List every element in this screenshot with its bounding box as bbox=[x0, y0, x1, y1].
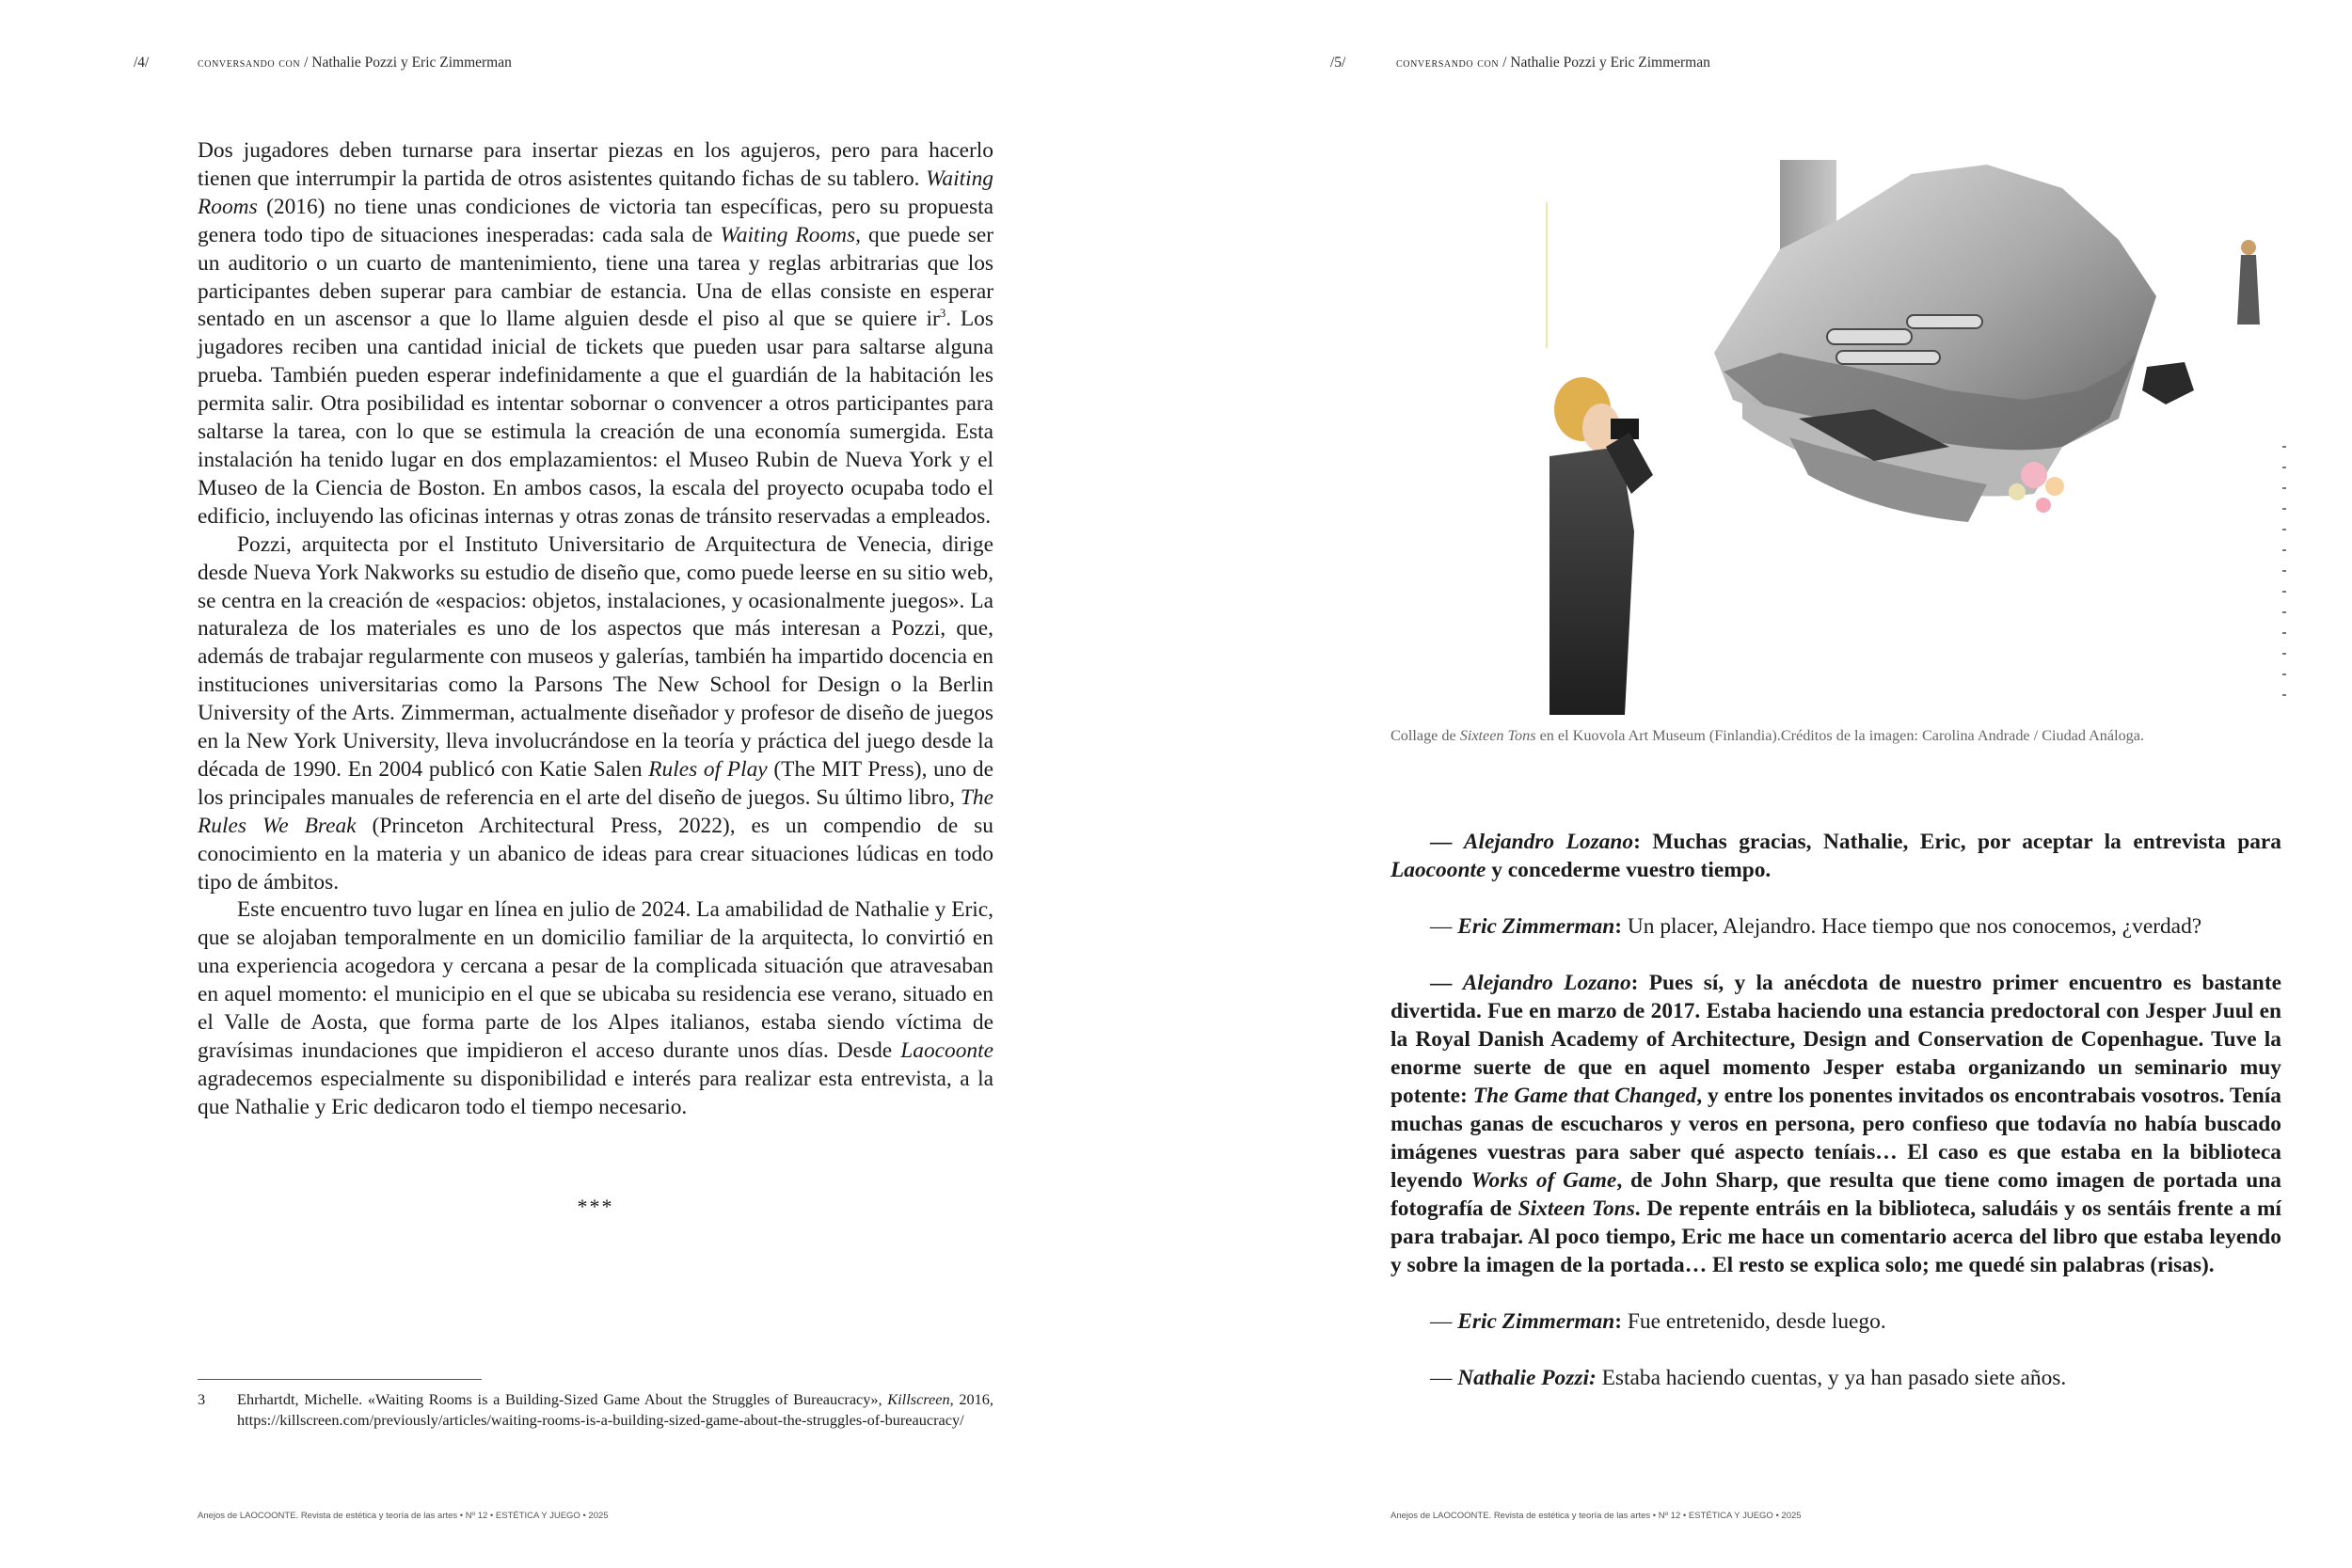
header-names: Nathalie Pozzi y Eric Zimmerman bbox=[1510, 55, 1710, 71]
figure-caption: Collage de Sixteen Tons en el Kuovola Art Museum (Finlandia).Créditos de la imagen: Carolina Andrade / Ciudad Análoga. bbox=[1391, 727, 2144, 744]
footnote-number: 3 bbox=[198, 1390, 206, 1408]
header-names: Nathalie Pozzi y Eric Zimmerman bbox=[311, 55, 512, 71]
dialogue-turn: — Nathalie Pozzi: Estaba haciendo cuentas, y ya han pasado siete años. bbox=[1430, 1366, 2067, 1390]
footnote-link[interactable]: , 2016, https://killscreen.com/previously/articles/waiting-rooms-is-a-building-sized-game-about-the-struggles-of-bureaucracy/ bbox=[237, 1390, 993, 1429]
dialogue-turn: — Alejandro Lozano: Pues sí, y la anécdota de nuestro primer encuentro es bastante divertida. Fue en marzo de 2017. Estaba haciendo una estancia predoctoral con Jesper Juul en la Royal Danish Academy of Architecture, Design and Conservation de Copenhague. Tuve la enorme suerte de que en aquel momento Jesper estaba organizando un seminario muy potente: The Game that Changed, y entre los ponentes invitados os encontrabais vosotros. Tenía muchas ganas de escucharos y veros en persona, pero confieso que todavía no había buscado imágenes vuestras para saber qué aspecto teníais… El caso es que estaba en la biblioteca leyendo Works of Game, de John Sharp, que resulta que tiene como imagen de portada una fotografía de Sixteen Tons. De repente entráis en la biblioteca, saludáis y os sentáis frente a mí para trabajar. Al poco tiempo, Eric me hace un comentario acerca del libro que estaba leyendo y sobre la imagen de la portada… El resto se explica solo; me quedé sin palabras (risas). bbox=[1391, 971, 2281, 1277]
dialogue-turn: — Eric Zimmerman: Un placer, Alejandro. Hace tiempo que nos conocemos, ¿verdad? bbox=[1430, 914, 2202, 939]
speaker-name: Alejandro Lozano bbox=[1462, 971, 1631, 995]
left-page: /4/ conversando con / Nathalie Pozzi y Eric Zimmerman Dos jugadores deben turnarse para insertar piezas en los agujeros, pero para hacerlo tienen que interrumpir la partida de otros asistentes quitando fichas de su tablero. Waiting Rooms (2016) no tiene unas condiciones de victoria tan específicas, pero su propuesta genera todo tipo de situaciones inesperadas: cada sala de Waiting Rooms, que puede ser un auditorio o un cuarto de mantenimiento, tiene una tarea y reglas arbitrarias que los participantes deben superar para cambiar de estancia. Una de ellas consiste en esperar sentado en un ascensor a que lo llame alguien desde el piso al que se quiere $ir^3$. Los jugadores reciben una cantidad inicial de tickets que pueden usar para saltarse alguna prueba. También pueden esperar indefinidamente a que el guardián de la habitación les permita salir. Otra posibilidad es intentar sobornar o convencer a otros participantes para saltarse la tarea, con lo que se estimula la creación de una economía sumergida. Esta instalación ha tenido lugar en dos emplazamientos: el Museo Rubin de Nueva York y el Museo de la Ciencia de Boston. En ambos casos, la escala del proyecto ocupaba todo el edificio, incluyendo las oficinas internas y otras zonas de tránsito reservadas a empleados. Pozzi, arquitecta por el Instituto Universitario de Arquitectura de Venecia, dirige desde Nueva York Nakworks su estudio de diseño que, como puede leerse en su sitio web, se centra en la creación de «espacios: objetos, instalaciones, y ocasionalmente juegos». La naturaleza de los materiales es uno de los aspectos que más interesan a Pozzi, que, además de trabajar regularmente con museos y galerías, también ha impartido docencia en instituciones universitarias como la Parsons The New School for Design o la Berlin University of the Arts. Zimmerman, actualmente diseñador y profesor de diseño de juegos en la New York University, lleva involucrándose en la teoría y práctica del juego desde la década de 1990. En 2004 publicó con Katie Salen Rules of Play (The MIT Press), uno de los principales manuales de referencia en el arte del diseño de juegos. Su último libro, The Rules We Break (Princeton Architectural Press, 2022), es un compendio de su conocimiento en la materia y un abanico de ideas para crear situaciones lúdicas en todo tipo de ámbitos. Este encuentro tuvo lugar en línea en julio de 2024. La amabilidad de Nathalie y Eric, que se alojaban temporalmente en un domicilio familiar de la arquitecta, lo convirtió en una experiencia acogedora y cercana a pesar de la complicada situación que atravesaban en aquel momento: el municipio en el que se ubicaba su residencia ese verano, situado en el Valle de Aosta, que forma parte de los Alpes italianos, estaba siendo víctima de gravísimas inundaciones que impidieron el acceso durante unos días. Desde Laocoonte agradecemos especialmente su disponibilidad e interés para realizar esta entrevista, a la que Nathalie y Eric dedicaron todo el tiempo necesario. *** 3 Ehrhartdt, Michelle. «Waiting Rooms is a Building-Sized Game About the Struggles of Bureaucracy», Killscreen, 2016, https://killscreen.com/previously/articles/waiting-rooms-is-a-building-sized-game-about-the-struggles-of-bureaucracy/ Anejos de LAOCOONTE. Revista de estética y teoría de las artes • Nº 12 • ESTÉTICA Y JUEGO • 2025 bbox=[134, 55, 994, 1521]
paragraph: Dos jugadores deben turnarse para insertar piezas en los agujeros, pero para hacerlo tienen que interrumpir la partida de otros asistentes quitando fichas de su tablero. Waiting Rooms (2016) no tiene unas condiciones de victoria tan específicas, pero su propuesta genera todo tipo de situaciones inesperadas: cada sala de Waiting Rooms, que puede ser un auditorio o un cuarto de mantenimiento, tiene una tarea y reglas arbitrarias que los participantes deben superar para cambiar de estancia. Una de ellas consiste en esperar sentado en un ascensor a que lo llame alguien desde el piso al que se quiere $ir^3$. Los jugadores reciben una cantidad inicial de tickets que pueden usar para saltarse alguna prueba. También pueden esperar indefinidamente a que el guardián de la habitación les permita salir. Otra posibilidad es intentar sobornar o convencer a otros participantes para saltarse la tarea, con lo que se estimula la creación de una economía sumergida. Esta instalación ha tenido lugar en dos emplazamientos: el Museo Rubin de Nueva York y el Museo de la Ciencia de Boston. En ambos casos, la escala del proyecto ocupaba todo el edificio, incluyendo las oficinas internas y otras zonas de tránsito reservadas a empleados. bbox=[198, 138, 994, 529]
section-separator: *** bbox=[577, 1195, 614, 1218]
speaker-name: Eric Zimmerman bbox=[1457, 1309, 1615, 1334]
collage-image bbox=[1385, 136, 2288, 715]
speaker-name: Eric Zimmerman bbox=[1457, 914, 1615, 939]
vertical-tick-marks bbox=[2282, 447, 2286, 695]
dialogue-turn: — Alejandro Lozano: Muchas gracias, Nathalie, Eric, por aceptar la entrevista para Laocoonte y concederme vuestro tiempo. bbox=[1391, 830, 2281, 882]
series-label: conversando con bbox=[198, 56, 301, 71]
page-number: /5/ bbox=[1330, 55, 1346, 71]
right-page: /5/ conversando con / Nathalie Pozzi y Eric Zimmerman Collage de Sixteen Tons en el Kuovola Art Museum (Finlandia).Créditos de la imagen: Carolina Andrade / Ciudad Análoga. — Alejandro Lozano: Muchas gracias, Nathalie, Eric, por aceptar la entrevista para Laocoonte y concederme vuestro tiempo. — Eric Zimmerman: Un placer, Alejandro. Hace tiempo que nos conocemos, ¿verdad? — Alejandro Lozano: Pues sí, y la anécdota de nuestro primer encuentro es bastante divertida. Fue en marzo de 2017. Estaba haciendo una estancia predoctoral con Jesper Juul en la Royal Danish Academy of Architecture, Design and Conservation de Copenhague. Tuve la enorme suerte de que en aquel momento Jesper estaba organizando un seminario muy potente: The Game that Changed, y entre los ponentes invitados os encontrabais vosotros. Tenía muchas ganas de escucharos y veros en persona, pero confieso que todavía no había buscado imágenes vuestras para saber qué aspecto teníais… El caso es que estaba en la biblioteca leyendo Works of Game, de John Sharp, que resulta que tiene como imagen de portada una fotografía de Sixteen Tons. De repente entráis en la biblioteca, saludáis y os sentáis frente a mí para trabajar. Al poco tiempo, Eric me hace un comentario acerca del libro que estaba leyendo y sobre la imagen de la portada… El resto se explica solo; me quedé sin palabras (risas). — Eric Zimmerman: Fue entretenido, desde luego. — Nathalie Pozzi: Estaba haciendo cuentas, y ya han pasado siete años. Anejos de LAOCOONTE. Revista de estética y teoría de las artes • Nº 12 • ESTÉTICA Y JUEGO • 2025 bbox=[1187, 0, 2352, 1568]
speaker-name: Alejandro Lozano bbox=[1463, 830, 1634, 854]
dialogue-turn: — Eric Zimmerman: Fue entretenido, desde luego. bbox=[1430, 1309, 1886, 1334]
journal-footer: Anejos de LAOCOONTE. Revista de estética y teoría de las artes • Nº 12 • ESTÉTICA Y JUEGO • 2025 bbox=[1391, 1511, 1802, 1521]
journal-footer: Anejos de LAOCOONTE. Revista de estética y teoría de las artes • Nº 12 • ESTÉTICA Y JUEGO • 2025 bbox=[198, 1511, 609, 1521]
page-number: /4/ bbox=[134, 55, 150, 71]
speaker-name: Nathalie Pozzi: bbox=[1457, 1366, 1597, 1390]
footnote: 3 Ehrhartdt, Michelle. «Waiting Rooms is a Building-Sized Game About the Struggles of Bureaucracy», Killscreen, 2016, https://killscreen.com/previously/articles/waiting-rooms-is-a-building-sized-game-about-the-struggles-of-bureaucracy/ bbox=[198, 1390, 993, 1429]
footnote-rule bbox=[198, 1379, 482, 1380]
series-label: conversando con bbox=[1396, 56, 1500, 71]
collage-figure bbox=[1385, 136, 2288, 715]
footnote-reference[interactable]: 3 bbox=[939, 306, 946, 321]
paragraph: Este encuentro tuvo lugar en línea en julio de 2024. La amabilidad de Nathalie y Eric, que se alojaban temporalmente en un domicilio familiar de la arquitecta, lo convirtió en una experiencia acogedora y cercana a pesar de la complicada situación que atravesaban en aquel momento: el municipio en el que se ubicaba su residencia ese verano, situado en el Valle de Aosta, que forma parte de los Alpes italianos, estaba siendo víctima de gravísimas inundaciones que impidieron el acceso durante unos días. Desde Laocoonte agradecemos especialmente su disponibilidad e interés para realizar esta entrevista, a la que Nathalie y Eric dedicaron todo el tiempo necesario. bbox=[198, 897, 993, 1119]
standing-woman-figure bbox=[2237, 240, 2260, 325]
interview-dialogue bbox=[1391, 828, 2281, 1420]
photographer-figure bbox=[1549, 377, 1653, 715]
paragraph: Pozzi, arquitecta por el Instituto Universitario de Arquitectura de Venecia, dirige desde Nueva York Nakworks su estudio de diseño que, como puede leerse en su sitio web, se centra en la creación de «espacios: objetos, instalaciones, y ocasionalmente juegos». La naturaleza de los materiales es uno de los aspectos que más interesan a Pozzi, que, además de trabajar regularmente con museos y galerías, también ha impartido docencia en instituciones universitarias como la Parsons The New School for Design o la Berlin University of the Arts. Zimmerman, actualmente diseñador y profesor de diseño de juegos en la New York University, lleva involucrándose en la teoría y práctica del juego desde la década de 1990. En 2004 publicó con Katie Salen Rules of Play (The MIT Press), uno de los principales manuales de referencia en el arte del diseño de juegos. Su último libro, The Rules We Break (Princeton Architectural Press, 2022), es un compendio de su conocimiento en la materia y un abanico de ideas para crear situaciones lúdicas en todo tipo de ámbitos. bbox=[198, 531, 993, 895]
article-body bbox=[198, 137, 993, 1122]
